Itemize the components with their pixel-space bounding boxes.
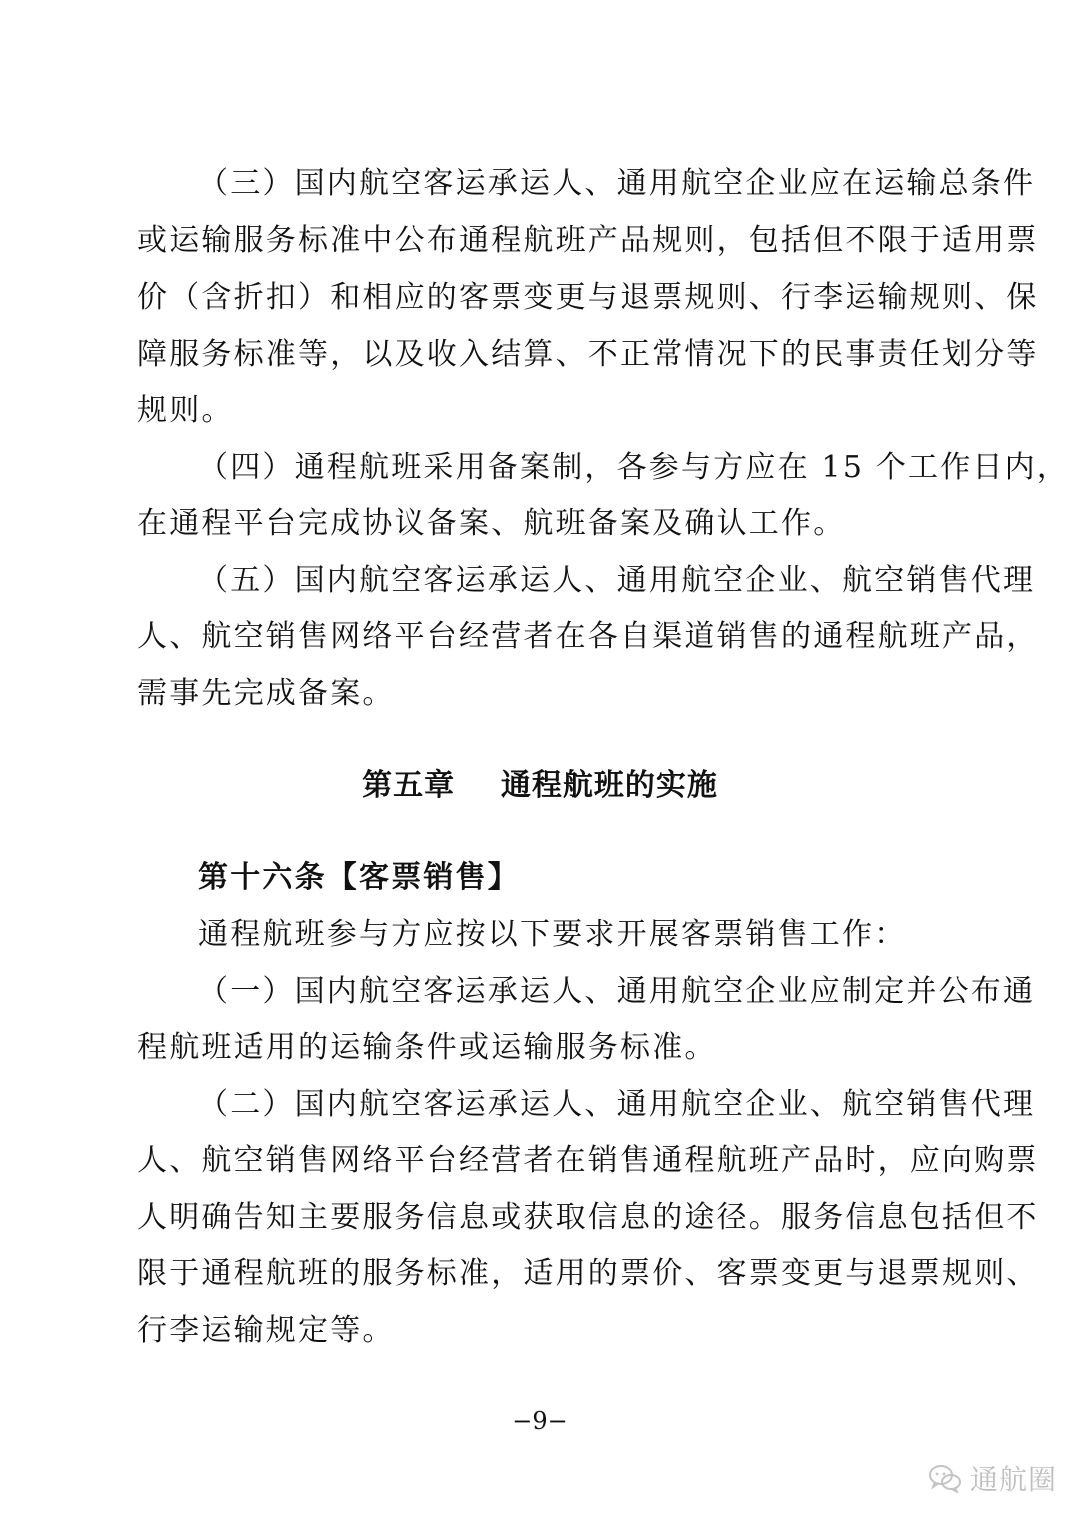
paragraph-line: 价（含折扣）和相应的客票变更与退票规则、行李运输规则、保 (137, 280, 1039, 315)
chapter-title: 第五章 通程航班的实施 (362, 768, 718, 803)
paragraph-line: （二）国内航空客运承运人、通用航空企业、航空销售代理 (198, 1087, 1036, 1122)
page-number: −9− (512, 1407, 568, 1435)
article-title: 第十六条【客票销售】 (198, 860, 520, 895)
paragraph-line: 规则。 (137, 393, 234, 428)
paragraph-line: （一）国内航空客运承运人、通用航空企业应制定并公布通 (198, 974, 1036, 1009)
paragraph-line: （四）通程航班采用备案制，各参与方应在 15 个工作日内， (198, 450, 1070, 485)
wechat-icon (928, 1463, 962, 1493)
watermark-text: 通航圈 (970, 1463, 1058, 1496)
paragraph-line: 人、航空销售网络平台经营者在各自渠道销售的通程航班产品， (137, 619, 1039, 654)
watermark (928, 1458, 1057, 1498)
paragraph-line: 在通程平台完成协议备案、航班备案及确认工作。 (137, 506, 846, 541)
paragraph-line: 人、航空销售网络平台经营者在销售通程航班产品时，应向购票 (137, 1143, 1039, 1178)
paragraph-line: （三）国内航空客运承运人、通用航空企业应在运输总条件 (198, 166, 1036, 201)
paragraph-line: 障服务标准等，以及收入结算、不正常情况下的民事责任划分等 (137, 337, 1039, 372)
paragraph-line: 通程航班参与方应按以下要求开展客票销售工作： (198, 917, 907, 952)
paragraph-line: 或运输服务标准中公布通程航班产品规则，包括但不限于适用票 (137, 223, 1039, 258)
paragraph-line: 人明确告知主要服务信息或获取信息的途径。服务信息包括但不 (137, 1200, 1039, 1235)
paragraph-line: （五）国内航空客运承运人、通用航空企业、航空销售代理 (198, 563, 1036, 598)
paragraph-line: 行李运输规定等。 (137, 1313, 395, 1348)
paragraph-line: 程航班适用的运输条件或运输服务标准。 (137, 1030, 717, 1065)
paragraph-line: 需事先完成备案。 (137, 676, 395, 711)
paragraph-line: 限于通程航班的服务标准，适用的票价、客票变更与退票规则、 (137, 1256, 1039, 1291)
